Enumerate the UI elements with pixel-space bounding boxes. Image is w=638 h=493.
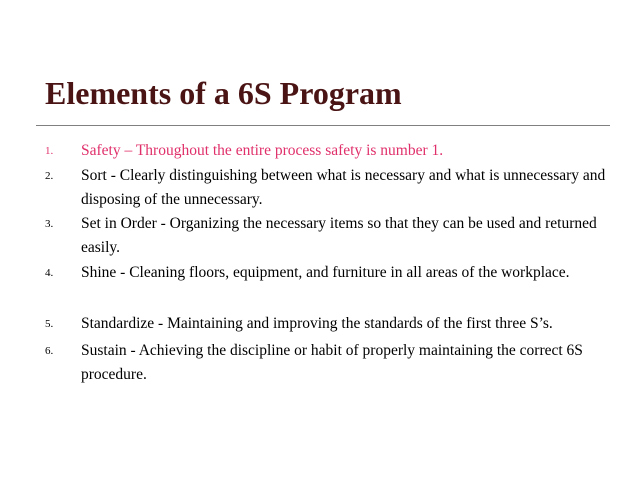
list-item-number: 2. xyxy=(45,170,54,182)
list-item-text: Shine - Cleaning floors, equipment, and furniture in all areas of the workplace. xyxy=(81,264,570,281)
list-item-number: 5. xyxy=(45,318,54,330)
title-divider xyxy=(36,125,610,126)
list-item-text: Sort - Clearly distinguishing between what is necessary and what is unnecessary and disposing of the unnecessary. xyxy=(81,167,606,208)
list-item-text: Standardize - Maintaining and improving the standards of the first three S’s. xyxy=(81,315,553,332)
slide-title: Elements of a 6S Program xyxy=(45,75,402,111)
list-item-number: 6. xyxy=(45,345,54,357)
list-item-number: 3. xyxy=(45,218,54,230)
list-item-number: 4. xyxy=(45,267,54,279)
list-item-text: Set in Order - Organizing the necessary items so that they can be used and returned easily. xyxy=(81,215,597,256)
list-item-number: 1. xyxy=(45,145,54,157)
list-item-text: Safety – Throughout the entire process safety is number 1. xyxy=(81,142,444,159)
list-item-text: Sustain - Achieving the discipline or habit of properly maintaining the correct 6S procedure. xyxy=(81,342,583,383)
